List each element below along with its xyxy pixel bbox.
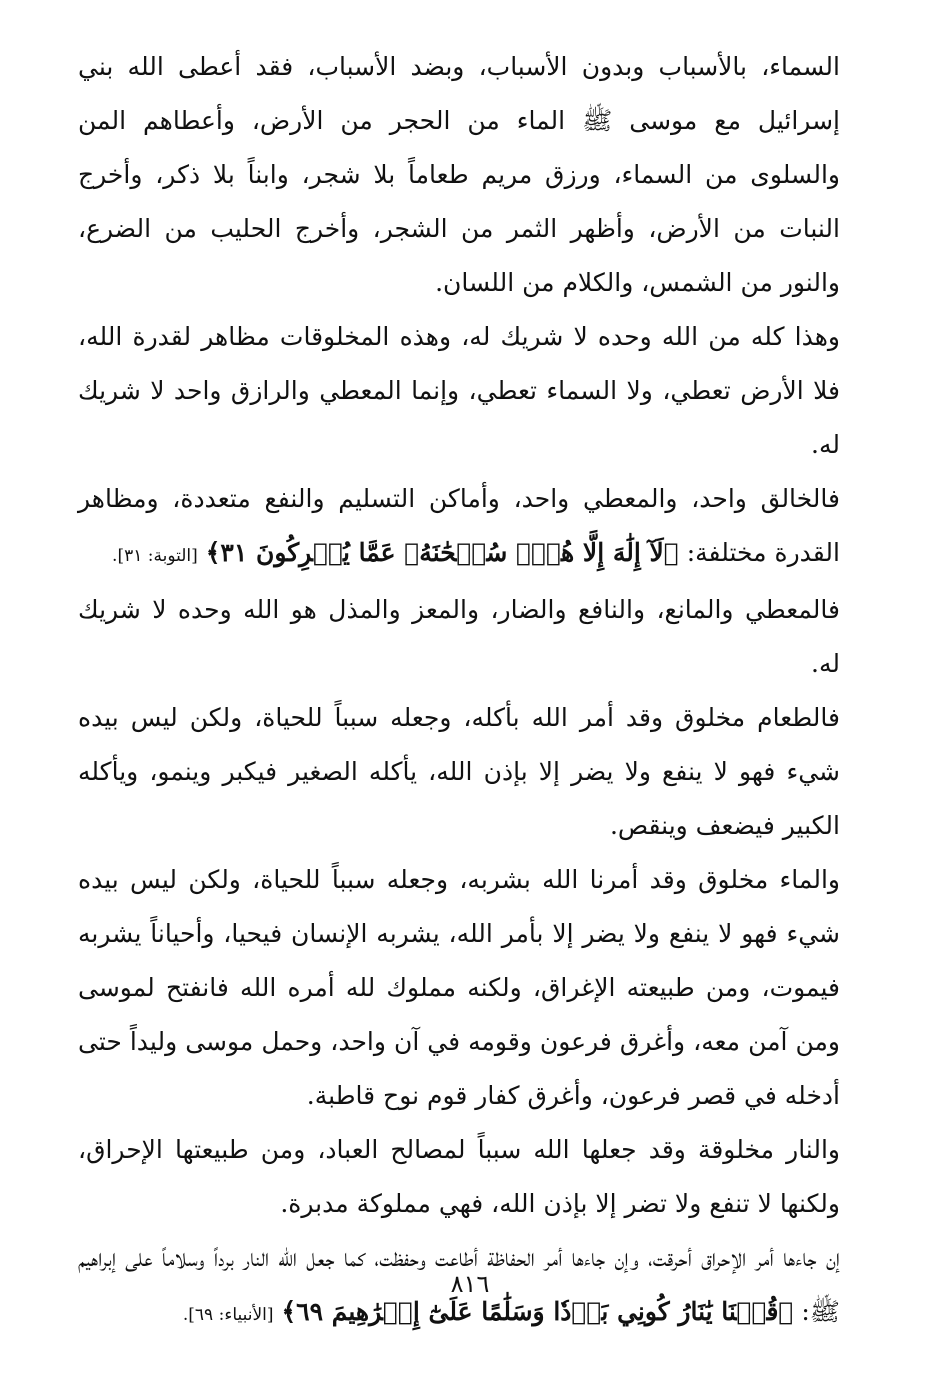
- paragraph-2: وهذا كله من الله وحده لا شريك له، وهذه المخلوقات مظاهر لقدرة الله، فلا الأرض تعطي، ولا السماء تعطي، وإنما المعطي والرازق واحد لا شريك له.: [78, 322, 840, 459]
- paragraph-5: فالطعام مخلوق وقد أمر الله بأكله، وجعله سبباً للحياة، ولكن ليس بيده شيء فهو لا ينفع ولا يضر إلا بإذن الله، يأكله الصغير فيكبر وينمو، ويأكله الكبير فيضعف وينقص.: [78, 703, 840, 840]
- page-number: ٨١٦: [450, 1270, 490, 1298]
- quran-verse-anbiya: ﴿قُلۡنَا يَٰنَارُ كُونِي بَرۡدٗا وَسَلَٰمًا عَلَىٰٓ إِبۡرَٰهِيمَ ٦٩﴾: [281, 1297, 794, 1326]
- paragraph-1: السماء، بالأسباب وبدون الأسباب، وبضد الأسباب، فقد أعطى الله بني إسرائيل مع موسى ﷺ الماء من الحجر من الأرض، وأعطاهم المن والسلوى من السماء، ورزق مريم طعاماً بلا شجر، وابناً بلا ذكر، وأخرج النبات من الأرض، وأظهر الثمر من الشجر، وأخرج الحليب من الضرع، والنور من الشمس، والكلام من اللسان.: [78, 52, 840, 297]
- paragraph-7: والنار مخلوقة وقد جعلها الله سبباً لمصالح العباد، ومن طبيعتها الإحراق، ولكنها لا تنفع ولا تضر إلا بإذن الله، فهي مملوكة مدبرة.: [78, 1135, 840, 1218]
- paragraph-8-text: إن جاءها أمر الإحراق أحرقت، وإن جاءها أمر الحفاظة أطاعت وحفظت، كما جعل الله النار برداً وسلاماً على إبراهيم ﷺ:: [78, 1243, 840, 1326]
- paragraph-3: [78, 472, 840, 583]
- paragraph-6: والماء مخلوق وقد أمرنا الله بشربه، وجعله سبباً للحياة، ولكن ليس بيده شيء فهو لا ينفع ولا يضر إلا بأمر الله، يشربه الإنسان فيحيا، وأحياناً يشربه فيموت، ومن طبيعته الإغراق، ولكنه مملوك لله أمره الله فانفتح لموسى ومن آمن معه، وأغرق فرعون وقومه في آن واحد، وحمل موسى وليداً حتى أدخله في قصر فرعون، وأغرق كفار قوم نوح قاطبة.: [78, 865, 840, 1110]
- quran-verse-tawbah: ﴿لَآ إِلَٰهَ إِلَّا هُوَۚ سُبۡحَٰنَهُۥ عَمَّا يُشۡرِكُونَ ٣١﴾: [205, 538, 679, 567]
- verse-reference-tawbah: [التوبة: ٣١].: [112, 546, 198, 566]
- page-body: [78, 40, 840, 1342]
- paragraph-4: فالمعطي والمانع، والنافع والضار، والمعز والمذل هو الله وحده لا شريك له.: [78, 595, 840, 678]
- paragraph-3-text: فالخالق واحد، والمعطي واحد، وأماكن التسليم والنفع متعددة، ومظاهر القدرة مختلفة:: [78, 484, 840, 567]
- verse-reference-anbiya: [الأنبياء: ٦٩].: [182, 1305, 274, 1325]
